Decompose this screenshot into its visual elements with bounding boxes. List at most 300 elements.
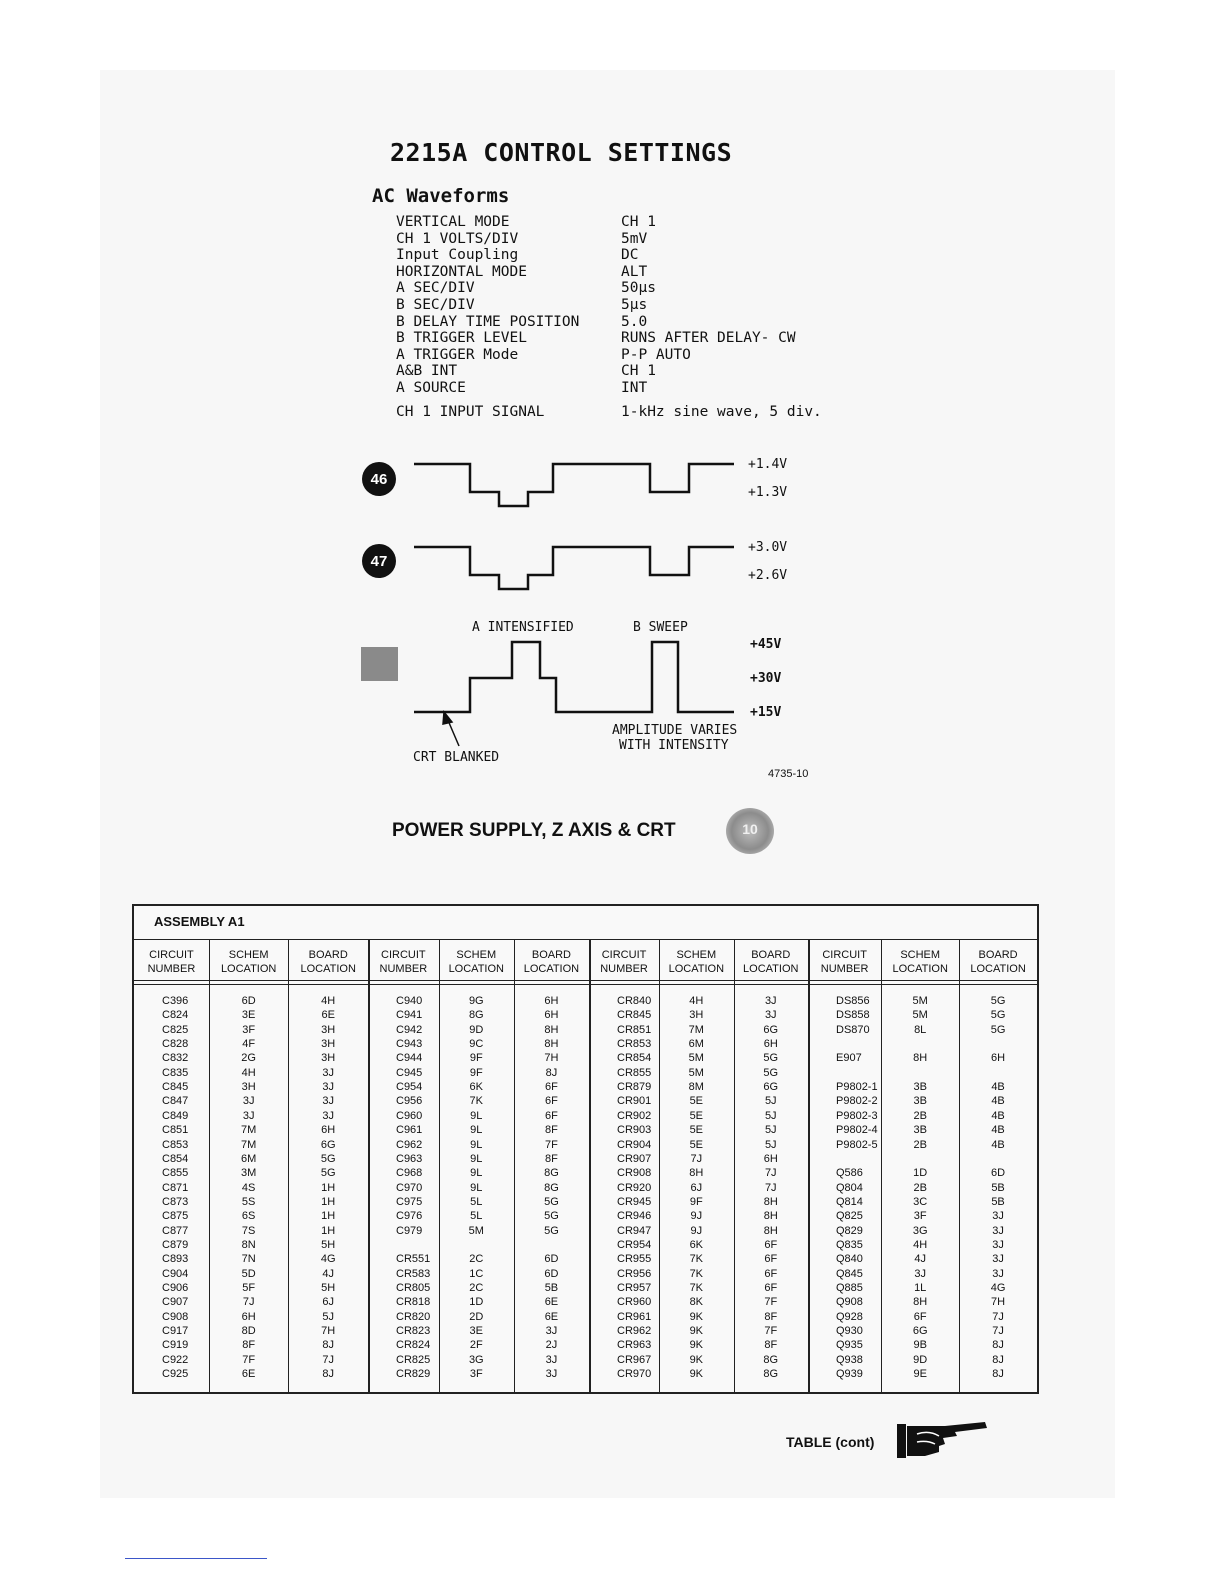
circuit-number-cell: CR851 — [617, 1023, 652, 1036]
badge-46: 46 — [362, 462, 396, 496]
board-location-cell: 3J — [764, 995, 777, 1007]
group-separator — [808, 939, 810, 1392]
schem-location-cell: 5L — [470, 1210, 483, 1223]
board-location-cell: 3J — [322, 1081, 335, 1094]
schem-location-cell: 8F — [242, 1339, 256, 1352]
circuit-number-cell: Q586 — [836, 1167, 863, 1180]
schem-location-cell: 3C — [913, 1195, 928, 1208]
control-settings-title: 2215A CONTROL SETTINGS — [390, 138, 733, 167]
schem-location-cell: 4H — [241, 1066, 256, 1079]
circuit-number-cell: CR901 — [617, 1095, 652, 1108]
board-location-cell: 4B — [991, 1095, 1005, 1108]
board-location-cell: 8G — [544, 1167, 559, 1180]
schem-location-cell: 2B — [913, 1109, 927, 1122]
board-location-cell: 4B — [991, 1138, 1005, 1151]
board-location-cell: 1H — [321, 1210, 336, 1223]
schem-location-cell: 9L — [470, 1167, 483, 1180]
schem-location-cell: 7K — [689, 1282, 704, 1294]
schem-location-cell: 5E — [689, 1095, 704, 1108]
gray-marker — [361, 647, 398, 681]
circuit-number-cell: C871 — [162, 1181, 189, 1194]
circuit-number-cell: CR824 — [396, 1339, 431, 1352]
board-location-cell: 4B — [991, 1109, 1005, 1122]
schem-location-cell: 7M — [241, 1124, 257, 1137]
circuit-number-cell: CR840 — [617, 995, 652, 1007]
board-location-cell: 5B — [544, 1282, 559, 1294]
waveform-46-trace — [414, 464, 734, 506]
board-location-cell: 4G — [990, 1282, 1006, 1294]
schem-location-cell: 8H — [689, 1167, 704, 1180]
schem-location-cell: 4H — [689, 995, 704, 1007]
schem-location-cell: 5M — [468, 1224, 484, 1237]
board-location-cell: 7F — [764, 1296, 778, 1309]
schem-location-cell: 3F — [913, 1210, 927, 1223]
schem-location-cell: 6G — [912, 1325, 928, 1338]
schem-location-cell: 9K — [689, 1310, 704, 1323]
board-location-cell: 8G — [763, 1353, 779, 1366]
board-location-cell: 7H — [544, 1052, 559, 1065]
board-location-cell: 7F — [545, 1138, 558, 1151]
schem-location-cell: 2B — [913, 1181, 927, 1194]
board-location-cell: 6H — [321, 1124, 336, 1137]
board-location-cell: 6G — [763, 1081, 779, 1094]
schem-location-cell: 5E — [689, 1124, 704, 1137]
board-location-cell: 7J — [764, 1167, 777, 1180]
waveform-crt-trace — [414, 642, 734, 712]
column-header: BOARD LOCATION — [743, 949, 799, 975]
board-location-cell: 7F — [764, 1325, 778, 1338]
input-signal-value: 1-kHz sine wave, 5 div. — [621, 403, 822, 420]
circuit-number-cell: C917 — [162, 1325, 189, 1338]
board-location-cell: 8F — [545, 1152, 558, 1165]
setting-value: RUNS AFTER DELAY- CW — [621, 330, 796, 347]
schem-location-cell: 7F — [242, 1353, 256, 1366]
circuit-number-cell: Q825 — [836, 1210, 863, 1223]
board-location-cell: 3H — [321, 1038, 336, 1051]
b-sweep-label: B SWEEP — [633, 620, 688, 635]
schem-location-cell: 9F — [469, 1066, 483, 1079]
circuit-number-cell: Q935 — [836, 1339, 863, 1352]
board-location-cell: 3J — [992, 1267, 1004, 1280]
circuit-number-cell: C944 — [396, 1052, 423, 1065]
schem-location-cell: 8M — [688, 1081, 704, 1094]
board-location-cell: 6F — [545, 1095, 558, 1108]
setting-label: Input Coupling — [396, 247, 519, 264]
setting-value: 5µs — [621, 296, 648, 313]
schem-location-cell: 7S — [241, 1224, 256, 1237]
schem-location-cell: 2G — [241, 1052, 256, 1065]
setting-label: A&B INT — [396, 363, 458, 380]
schem-location-cell: 3H — [689, 1009, 704, 1022]
schem-location-cell: 6S — [241, 1210, 256, 1223]
board-location-cell: 6D — [991, 1167, 1006, 1180]
circuit-number-cell: Q885 — [836, 1282, 863, 1294]
board-location-cell: 3J — [545, 1353, 558, 1366]
schem-location-cell: 6E — [241, 1368, 256, 1381]
circuit-number-cell: DS856 — [836, 995, 870, 1007]
board-location-cell: 3J — [764, 1009, 777, 1022]
board-location-cell: 5G — [990, 995, 1006, 1007]
board-location-cell: 5H — [321, 1238, 336, 1251]
board-location-cell: 6E — [544, 1296, 559, 1309]
schem-location-cell: 9L — [470, 1124, 483, 1137]
circuit-number-cell: CR825 — [396, 1353, 431, 1366]
schem-location-cell: 4S — [241, 1181, 256, 1194]
circuit-number-cell: CR879 — [617, 1081, 652, 1094]
schem-location-cell: 4H — [913, 1238, 928, 1251]
board-location-cell: 5J — [764, 1095, 777, 1108]
schem-location-cell: 7N — [241, 1253, 256, 1266]
circuit-number-cell: Q804 — [836, 1181, 863, 1194]
schem-location-cell: 9K — [689, 1368, 704, 1381]
circuit-number-cell: CR954 — [617, 1238, 652, 1251]
schem-location-cell: 9G — [468, 995, 484, 1007]
level-45v: +45V — [750, 637, 782, 652]
circuit-number-cell: C847 — [162, 1095, 189, 1108]
schem-location-cell: 3E — [241, 1009, 256, 1022]
board-location-cell: 5B — [991, 1195, 1005, 1208]
schem-location-cell: 6F — [913, 1310, 927, 1323]
schem-location-cell: 9J — [690, 1224, 703, 1237]
circuit-number-cell: C925 — [162, 1368, 189, 1381]
board-location-cell: 8G — [544, 1181, 559, 1194]
column-header: BOARD LOCATION — [523, 949, 580, 975]
column-header: SCHEM LOCATION — [448, 949, 504, 975]
board-location-cell: 8H — [763, 1210, 778, 1223]
circuit-number-cell: Q840 — [836, 1253, 863, 1266]
schem-location-cell: 3B — [913, 1095, 927, 1108]
schem-location-cell: 8H — [913, 1052, 928, 1065]
board-location-cell: 7H — [321, 1325, 336, 1338]
circuit-number-cell: C922 — [162, 1353, 189, 1366]
schem-location-cell: 3H — [241, 1081, 256, 1094]
schem-location-cell: 7K — [469, 1095, 484, 1108]
circuit-number-cell: DS858 — [836, 1009, 870, 1022]
setting-label: A SEC/DIV — [396, 280, 475, 297]
schem-location-cell: 9E — [913, 1368, 927, 1381]
board-location-cell: 1H — [321, 1181, 336, 1194]
board-location-cell: 3J — [992, 1210, 1004, 1223]
column-header: BOARD LOCATION — [300, 949, 356, 975]
schem-location-cell: 6M — [241, 1152, 257, 1165]
schem-location-cell: 9L — [470, 1138, 483, 1151]
circuit-number-cell: Q939 — [836, 1368, 863, 1381]
board-location-cell: 8H — [763, 1195, 778, 1208]
circuit-number-cell: CR820 — [396, 1310, 431, 1323]
schem-location-cell: 7J — [690, 1152, 703, 1165]
circuit-number-cell: CR956 — [617, 1267, 652, 1280]
board-location-cell: 4G — [320, 1253, 336, 1266]
schem-location-cell: 5D — [241, 1267, 256, 1280]
board-location-cell: 6J — [322, 1296, 335, 1309]
schem-location-cell: 6H — [241, 1310, 256, 1323]
schem-location-cell: 3J — [242, 1095, 255, 1108]
schem-location-cell: 3E — [469, 1325, 484, 1338]
circuit-number-cell: C919 — [162, 1339, 189, 1352]
board-location-cell: 6D — [544, 1253, 559, 1266]
board-location-cell: 5G — [763, 1066, 779, 1079]
board-location-cell: 3J — [992, 1224, 1004, 1237]
board-location-cell: 7J — [764, 1181, 777, 1194]
board-location-cell: 6E — [321, 1009, 335, 1022]
board-location-cell: 6F — [764, 1253, 778, 1266]
section-symbol — [726, 808, 774, 854]
schem-location-cell: 2F — [469, 1339, 483, 1352]
schem-location-cell: 6K — [469, 1081, 484, 1094]
circuit-number-cell: CR955 — [617, 1253, 652, 1266]
circuit-number-cell: Q928 — [836, 1310, 863, 1323]
circuit-number-cell: CR907 — [617, 1152, 652, 1165]
board-location-cell: 8J — [322, 1339, 335, 1352]
setting-value: CH 1 — [621, 214, 656, 230]
board-location-cell: 7J — [322, 1353, 335, 1366]
schem-location-cell: 9F — [469, 1052, 483, 1065]
waveform-47-trace — [414, 547, 734, 589]
schem-location-cell: 7M — [688, 1023, 704, 1036]
circuit-number-cell: CR945 — [617, 1195, 652, 1208]
board-location-cell: 3H — [321, 1052, 336, 1065]
schem-location-cell: 5S — [241, 1195, 256, 1208]
circuit-number-cell: CR829 — [396, 1368, 431, 1381]
schem-location-cell: 9B — [913, 1339, 927, 1352]
circuit-number-cell: P9802-3 — [836, 1109, 878, 1122]
setting-label: B DELAY TIME POSITION — [396, 313, 580, 330]
circuit-number-cell: P9802-2 — [836, 1095, 878, 1108]
schem-location-cell: 9D — [469, 1023, 484, 1036]
circuit-number-cell: C875 — [162, 1210, 189, 1223]
setting-value: ALT — [621, 263, 648, 280]
board-location-cell: 8H — [544, 1023, 559, 1036]
circuit-number-cell: CR947 — [617, 1224, 652, 1237]
circuit-number-cell: Q829 — [836, 1224, 863, 1237]
board-location-cell: 2J — [545, 1339, 558, 1352]
column-header: BOARD LOCATION — [970, 949, 1026, 975]
column-header: SCHEM LOCATION — [668, 949, 725, 975]
schem-location-cell: 1D — [913, 1167, 928, 1180]
wave1-high-level: +1.4V — [748, 457, 788, 472]
assembly-title: ASSEMBLY A1 — [154, 914, 245, 929]
setting-value: CH 1 — [621, 363, 656, 380]
schem-location-cell: 9K — [689, 1339, 704, 1352]
circuit-number-cell: Q930 — [836, 1325, 863, 1338]
schem-location-cell: 1L — [914, 1282, 927, 1294]
board-location-cell: 8J — [992, 1368, 1004, 1381]
schem-location-cell: 8L — [914, 1023, 927, 1036]
schem-location-cell: 8K — [689, 1296, 704, 1309]
board-location-cell: 8F — [764, 1339, 778, 1352]
board-location-cell: 6F — [764, 1238, 778, 1251]
board-location-cell: 8G — [763, 1368, 779, 1381]
board-location-cell: 6F — [764, 1282, 778, 1294]
circuit-number-cell: C396 — [162, 995, 189, 1007]
circuit-number-cell: CR823 — [396, 1325, 431, 1338]
board-location-cell: 6F — [545, 1109, 558, 1122]
board-location-cell: 6H — [991, 1052, 1006, 1065]
circuit-number-cell: C835 — [162, 1066, 189, 1079]
circuit-number-cell: C960 — [396, 1109, 423, 1122]
circuit-number-cell: Q814 — [836, 1195, 863, 1208]
circuit-number-cell: C942 — [396, 1023, 423, 1036]
schem-location-cell: 5F — [242, 1282, 256, 1294]
circuit-number-cell: CR904 — [617, 1138, 652, 1151]
circuit-number-cell: C979 — [396, 1224, 423, 1237]
schem-location-cell: 3G — [468, 1353, 484, 1366]
setting-label: CH 1 VOLTS/DIV — [396, 230, 519, 247]
circuit-number-cell: C943 — [396, 1038, 423, 1051]
circuit-number-cell: C970 — [396, 1181, 423, 1194]
header-divider — [134, 939, 1037, 940]
circuit-number-cell: CR903 — [617, 1124, 652, 1137]
schem-location-cell: 3B — [913, 1124, 927, 1137]
badge-47: 47 — [362, 544, 396, 578]
circuit-number-cell: C849 — [162, 1109, 189, 1122]
schem-location-cell: 7K — [689, 1253, 704, 1266]
circuit-number-cell: C879 — [162, 1238, 189, 1251]
circuit-number-cell: P9802-5 — [836, 1138, 878, 1151]
column-header: CIRCUIT NUMBER — [379, 949, 428, 975]
schem-location-cell: 4J — [914, 1253, 926, 1266]
schem-location-cell: 9L — [470, 1181, 483, 1194]
circuit-number-cell: CR963 — [617, 1339, 652, 1352]
circuit-number-cell: DS870 — [836, 1023, 870, 1036]
board-location-cell: 6H — [763, 1152, 778, 1165]
column-header: SCHEM LOCATION — [220, 949, 277, 975]
schem-location-cell: 3M — [241, 1167, 257, 1180]
wave2-high-level: +3.0V — [748, 540, 788, 555]
column-header: SCHEM LOCATION — [892, 949, 948, 975]
circuit-number-cell: Q835 — [836, 1238, 863, 1251]
board-location-cell: 3J — [992, 1238, 1004, 1251]
board-location-cell: 5J — [764, 1138, 777, 1151]
circuit-number-cell: CR967 — [617, 1353, 652, 1366]
pointing-hand-icon — [895, 1418, 990, 1460]
schem-location-cell: 5M — [688, 1052, 704, 1065]
circuit-number-cell: CR908 — [617, 1167, 652, 1180]
board-location-cell: 3H — [321, 1023, 336, 1036]
schem-location-cell: 3G — [912, 1224, 928, 1237]
board-location-cell: 6F — [764, 1267, 778, 1280]
board-location-cell: 5G — [544, 1210, 559, 1223]
schem-location-cell: 6K — [689, 1238, 704, 1251]
circuit-number-cell: C832 — [162, 1052, 189, 1065]
circuit-number-cell: C851 — [162, 1124, 189, 1137]
schem-location-cell: 4F — [242, 1038, 256, 1051]
table-continued: TABLE (cont) — [786, 1434, 875, 1450]
circuit-number-cell: Q908 — [836, 1296, 863, 1309]
schem-location-cell: 5M — [912, 1009, 928, 1022]
board-location-cell: 8F — [764, 1310, 778, 1323]
schem-location-cell: 2D — [469, 1310, 484, 1323]
board-location-cell: 5G — [544, 1195, 559, 1208]
schem-location-cell: 6D — [241, 995, 256, 1007]
circuit-number-cell: CR957 — [617, 1282, 652, 1294]
board-location-cell: 5G — [320, 1152, 336, 1165]
circuit-number-cell: C854 — [162, 1152, 189, 1165]
circuit-number-cell: C855 — [162, 1167, 189, 1180]
column-header: CIRCUIT NUMBER — [600, 949, 648, 975]
circuit-number-cell: CR854 — [617, 1052, 652, 1065]
schem-location-cell: 3J — [242, 1109, 255, 1122]
schem-location-cell: 8H — [913, 1296, 928, 1309]
schem-location-cell: 7J — [242, 1296, 255, 1309]
setting-label: B SEC/DIV — [396, 296, 475, 313]
circuit-number-cell: C941 — [396, 1009, 423, 1022]
circuit-number-cell: C825 — [162, 1023, 189, 1036]
schem-location-cell: 8D — [241, 1325, 256, 1338]
board-location-cell: 5J — [764, 1124, 777, 1137]
schem-location-cell: 3B — [913, 1081, 927, 1094]
setting-value: DC — [621, 247, 639, 264]
wave2-low-level: +2.6V — [748, 568, 788, 583]
circuit-number-cell: CR970 — [617, 1368, 652, 1381]
board-location-cell: 5G — [990, 1023, 1006, 1036]
board-location-cell: 4B — [991, 1081, 1005, 1094]
setting-value: 5mV — [621, 230, 648, 247]
board-location-cell: 8J — [992, 1353, 1004, 1366]
board-location-cell: 1H — [321, 1224, 336, 1237]
control-settings-subtitle: AC Waveforms — [372, 185, 510, 207]
header-divider — [134, 980, 1037, 981]
circuit-number-cell: CR551 — [396, 1253, 431, 1266]
schem-location-cell: 7K — [689, 1267, 704, 1280]
board-location-cell: 6H — [544, 1009, 559, 1022]
column-header: CIRCUIT NUMBER — [147, 949, 196, 975]
board-location-cell: 8J — [545, 1066, 558, 1079]
section-title: POWER SUPPLY, Z AXIS & CRT — [392, 820, 676, 841]
circuit-number-cell: P9802-4 — [836, 1124, 878, 1137]
circuit-number-cell: CR961 — [617, 1310, 652, 1323]
board-location-cell: 3J — [322, 1066, 335, 1079]
board-location-cell: 8F — [545, 1124, 558, 1137]
setting-value: 50µs — [621, 280, 656, 297]
input-signal-label: CH 1 INPUT SIGNAL — [396, 403, 545, 420]
schem-location-cell: 1C — [469, 1267, 484, 1280]
circuit-number-cell: C893 — [162, 1253, 189, 1266]
amplitude-varies-label: AMPLITUDE VARIES — [612, 723, 738, 738]
board-location-cell: 7J — [992, 1325, 1004, 1338]
circuit-number-cell: CR853 — [617, 1038, 652, 1051]
footer-rule — [125, 1558, 267, 1559]
circuit-number-cell: C976 — [396, 1210, 423, 1223]
circuit-number-cell: C873 — [162, 1195, 189, 1208]
circuit-number-cell: CR902 — [617, 1109, 652, 1122]
header-divider — [134, 984, 1037, 985]
circuit-number-cell: CR805 — [396, 1282, 431, 1294]
setting-value: 5.0 — [621, 313, 648, 330]
schem-location-cell: 6M — [688, 1038, 704, 1051]
board-location-cell: 8H — [763, 1224, 778, 1237]
setting-label: B TRIGGER LEVEL — [396, 330, 527, 347]
board-location-cell: 5G — [320, 1167, 336, 1180]
circuit-number-cell: C853 — [162, 1138, 189, 1151]
circuit-number-cell: C963 — [396, 1152, 423, 1165]
schem-location-cell: 3J — [914, 1267, 926, 1280]
schem-location-cell: 9J — [690, 1210, 703, 1223]
board-location-cell: 6G — [763, 1023, 779, 1036]
board-location-cell: 7J — [992, 1310, 1004, 1323]
circuit-number-cell: C956 — [396, 1095, 423, 1108]
board-location-cell: 3J — [992, 1253, 1004, 1266]
board-location-cell: 3J — [545, 1368, 558, 1381]
circuit-number-cell: C962 — [396, 1138, 423, 1151]
circuit-number-cell: C828 — [162, 1038, 189, 1051]
group-separator — [589, 939, 591, 1392]
schem-location-cell: 9L — [470, 1152, 483, 1165]
circuit-number-cell: CR920 — [617, 1181, 652, 1194]
setting-label: A TRIGGER Mode — [396, 346, 519, 363]
figure-number: 4735-10 — [768, 768, 809, 780]
a-intensified-label: A INTENSIFIED — [472, 620, 574, 635]
